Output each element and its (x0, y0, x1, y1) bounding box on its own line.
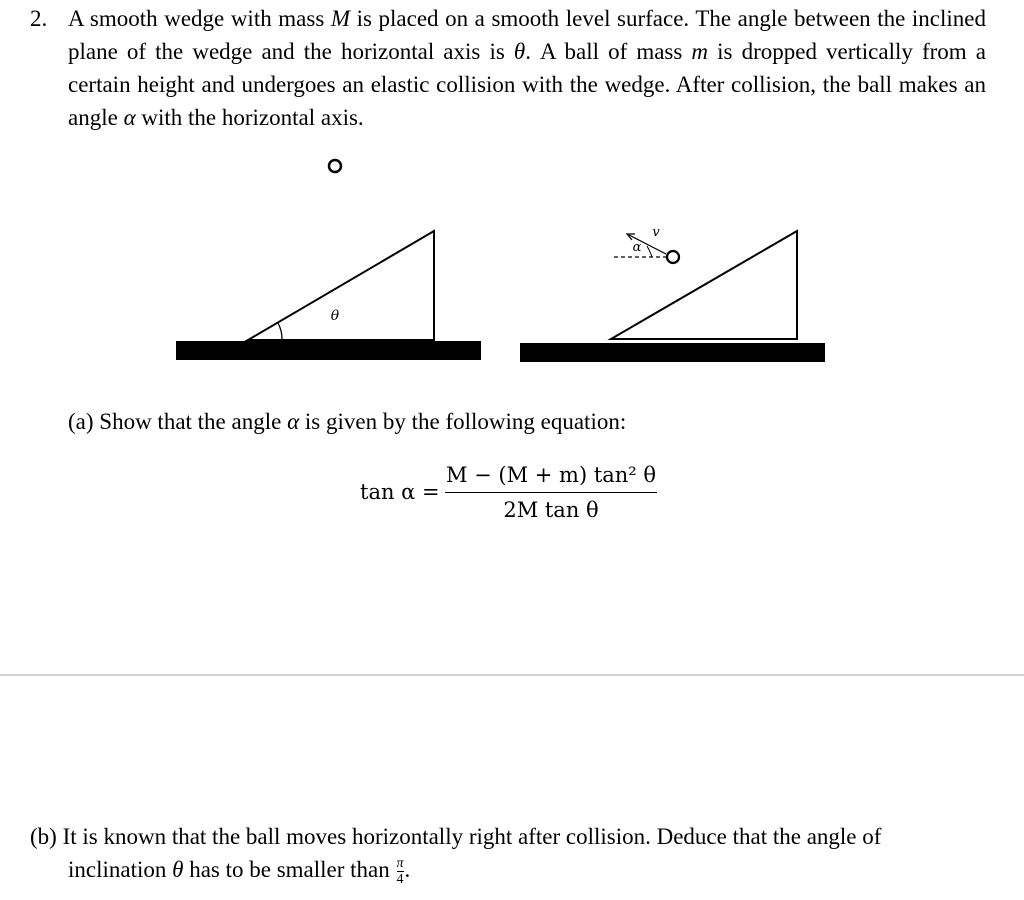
falling-ball (329, 160, 341, 172)
part-a-prompt (68, 405, 626, 438)
fraction-denominator: 4 (396, 872, 404, 888)
tan-alpha-equation (360, 458, 680, 528)
part-b-theta: θ (172, 857, 184, 882)
var-alpha: α (123, 105, 136, 130)
velocity-label: v (652, 225, 660, 240)
part-b-prompt (30, 820, 986, 887)
left-wedge (248, 231, 434, 340)
part-a-text-2: is given by the following equation: (299, 409, 627, 434)
part-a-text-1: (a) Show that the angle (68, 409, 288, 434)
wedge-figure (0, 0, 1024, 400)
alpha-arc (647, 246, 652, 257)
equation-lhs: tan α = (360, 480, 440, 504)
left-ground (176, 341, 481, 360)
equation-numerator: M − (M + m) tan² θ (445, 463, 657, 487)
theta-arc (278, 323, 282, 340)
part-b-line-1: (b) It is known that the ball moves horizontally right after collision. Deduce that the angle of (30, 824, 882, 849)
pi-over-4-fraction (397, 856, 404, 887)
section-divider (0, 674, 1024, 676)
stem-text-2: is placed on a smooth level surface. The angle between the inclined plane of the wedge and the horizontal axis is (68, 6, 986, 64)
stem-text-1: A smooth wedge with mass (68, 6, 331, 31)
equation-fraction (445, 458, 657, 527)
part-b-line-2 (30, 853, 986, 887)
part-b-text-3: has to be smaller than (183, 857, 396, 882)
fraction-numerator: π (396, 856, 404, 872)
stem-text-3: . A ball of mass (525, 39, 692, 64)
var-M: M (330, 6, 351, 31)
var-theta: θ (513, 39, 526, 64)
question-number: 2. (30, 6, 48, 31)
bounced-ball (667, 251, 679, 263)
part-a-alpha: α (287, 409, 300, 434)
alpha-label: α (632, 240, 642, 255)
stem-text-5: with the horizontal axis. (135, 105, 364, 130)
equation-denominator: 2M tan θ (503, 498, 599, 522)
right-ground (520, 343, 825, 362)
theta-label: θ (330, 308, 340, 324)
part-b-period: . (404, 857, 411, 882)
part-b-text-2: inclination (68, 857, 173, 882)
var-m: m (691, 39, 709, 64)
stem-text-4: is dropped vertically from a certain height and undergoes an elastic collision with the wedge. After collision, the ball makes an angle (68, 39, 986, 130)
